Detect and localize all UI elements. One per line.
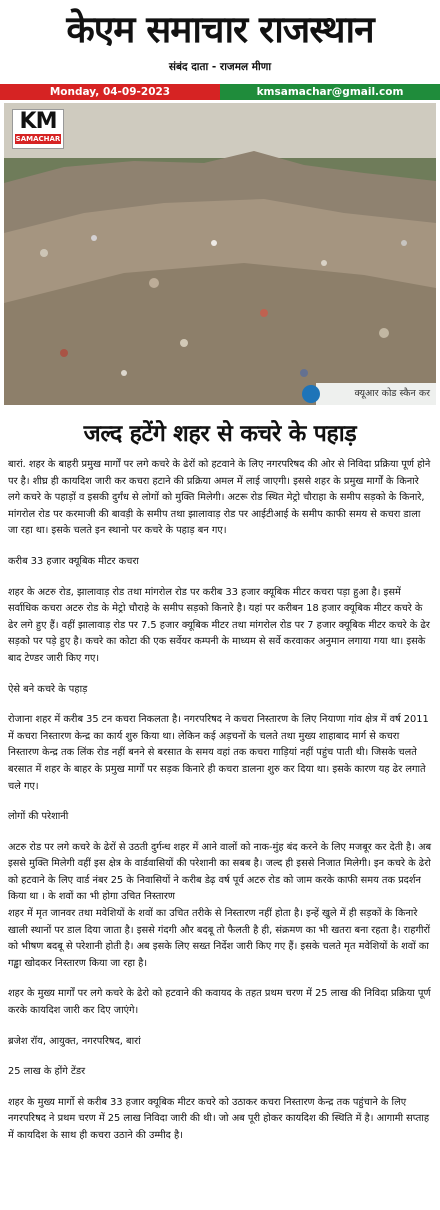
qr-badge-icon (302, 385, 320, 403)
paragraph: बारां. शहर के बाहरी प्रमुख मार्गों पर लगे कचरे के ढेरों को हटवाने के लिए नगरपरिषद की ओर से निविदा प्रक्रिया पूर्ण होने पर है। शीघ्र ही कायदिश जारी कर कचरा हटाने की प्रक्रिया अमल में लाई जाएगी। इससे शहर के प्रमुख मार्गों के किनारे लगे कचरे के पहाड़ों व इसकी दुर्गंध से लोगों को मुक्ति मिलेगी। अटरू रोड स्थित मेट्रो चौराहा के समीप सड़को के किनारे, मांगरोल रोड पर करमाजी की बावड़ी के समीप तथा झालावाड़ रोड पर आईटीआई के समीप काफी समय से कचरा डाला जा रहा था। इसके चलते इन स्थानो पर कचरे के पहाड़ बन गए। (8, 459, 431, 537)
paragraph: शहर के मुख्य मार्गों पर लगे कचरे के ढेरो को हटवाने की कवायद के तहत प्रथम चरण में 25 लाख की निविदा प्रक्रिया पूर्ण करके कायदिश जारी कर दिए जाएंगे। (8, 988, 431, 1017)
date-email-bar (0, 84, 440, 100)
quote-attribution: ब्रजेश रॉय, आयुक्त, नगरपरिषद, बारां (8, 1035, 141, 1047)
paragraph: रोजाना शहर में करीब 35 टन कचरा निकलता है। नगरपरिषद ने कचरा निस्तारण के लिए नियाणा गांव क्षेत्र में वर्ष 2011 में कचरा निस्तारण केन्द्र का कार्य शुरु किया था। लेकिन कई अड़चनों के चलते तथा मुख्य शाहाबाद मार्ग से कचरा निस्तारण केन्द्र तक लिंक रोड नहीं बनने से बरसात के समय वहां तक कचरा गाड़ियां नहीं पहुंच पाती थी। जिसके चलते बरसात में शहर के बाहर के प्रमुख मार्गों पर सड़क किनारे ही कचरा डालना शुरु कर दिया था। इसके कारण यह ढेर लगाते चले गए। (8, 714, 429, 792)
subheading: लोगों की परेशानी (8, 811, 69, 823)
article-headline: जल्द हटेंगे शहर से कचरे के पहाड़ (83, 421, 357, 447)
article-body (0, 457, 440, 1145)
qr-scan-caption (316, 383, 436, 405)
logo-samachar-text: SAMACHAR (15, 135, 61, 143)
paragraph: अटरु रोड पर लगे कचरे के ढेरों से उठती दुर्गन्ध शहर में आने वालों को नाक-मुंह बंद करने के लिए मजबूर कर देती है। अब इससे मुक्ति मिलेगी वहीं इस क्षेत्र के वार्डवासियों की परेशानी का सबब है। जल्द ही इससे निजात मिलेगी। इन कचरे के ढेरो को हटवाने के लिए वार्ड नंबर 25 के निवासियों ने करीब डेढ़ वर्ष पूर्व अटरु रोड को जाम करके काफी समय तक प्रदर्शन किया था । के शवों का भी होगा उचित निस्तारण (8, 841, 432, 903)
subheading: करीब 33 हजार क्यूबिक मीटर कचरा (8, 555, 139, 567)
contact-email[interactable]: kmsamachar@gmail.com (220, 84, 440, 100)
photo-scene (4, 103, 436, 405)
paragraph: शहर के मुख्य मार्गो से करीब 33 हजार क्यूबिक मीटर कचरे को उठाकर कचरा निस्तारण केन्द्र तक पहुंचाने के लिए नगरपरिषद ने प्रथम चरण में 25 लाख निविदा जारी की थी। जो अब पूरी होकर कायदिश की स्थिति में है। आगामी सप्ताह में कायदिश के साथ ही कचरा उठाने की उम्मीद है। (8, 1096, 430, 1141)
qr-caption-text: क्यूआर कोड स्कैन कर (354, 388, 430, 399)
paragraph: शहर में मृत जानवर तथा मवेशियों के शवों का उचित तरीके से निस्तारण नहीं होता है। इन्हें खुले में ही सड़कों के किनारे खाली स्थानों पर डाल दिया जाता है। इससे गंदगी और बदबू तो फैलती है ही, संक्रमण का भी खतरा बना रहता है। राहगीरों को भीषण बदबू से परेशानी होती है। अब इसके लिए सख्त निर्देश जारी किए गए हैं। इसके चलते मृत मवेशियों के शवों का गड्ढा खोदकर निस्तारण किया जा रहा है। (8, 908, 431, 969)
logo-km-text: KM (19, 109, 57, 134)
issue-date: Monday, 04-09-2023 (0, 84, 220, 100)
masthead-title: केएम समाचार राजस्थान (66, 8, 374, 51)
km-samachar-logo (12, 109, 64, 149)
paragraph: शहर के अटरु रोड, झालावाड़ रोड तथा मांगरोल रोड पर करीब 33 हजार क्यूबिक मीटर कचरा पड़ा हुआ है। इसमें सर्वाधिक कचरा अटरु रोड के मेट्रो चौराहे के समीप सड़को किनारे है। यहां पर करीबन 18 हजार क्यूबिक मीटर कचरे के ढेर लगे हुए हैं। वहीं झालावाड़ रोड पर 7.5 हजार क्यूबिक मीटर तथा मांगरोल रोड पर 7 हजार क्यूबिक मीटर कचरे के ढेर सड़को पर पड़े हुए है। कचरे का कोटा की एक सर्वेयर कम्पनी के माध्यम से सर्वे करवाकर अनुमान लगाया गया था। इसके बाद टेण्डर जारी किए गए। (8, 586, 430, 664)
byline: संबंद दाता - राजमल मीणा (168, 61, 272, 73)
garbage-dump-photo (4, 103, 436, 405)
subheading: 25 लाख के होंगे टेंडर (8, 1066, 86, 1078)
subheading: ऐसे बने कचरे के पहाड़ (8, 683, 88, 695)
